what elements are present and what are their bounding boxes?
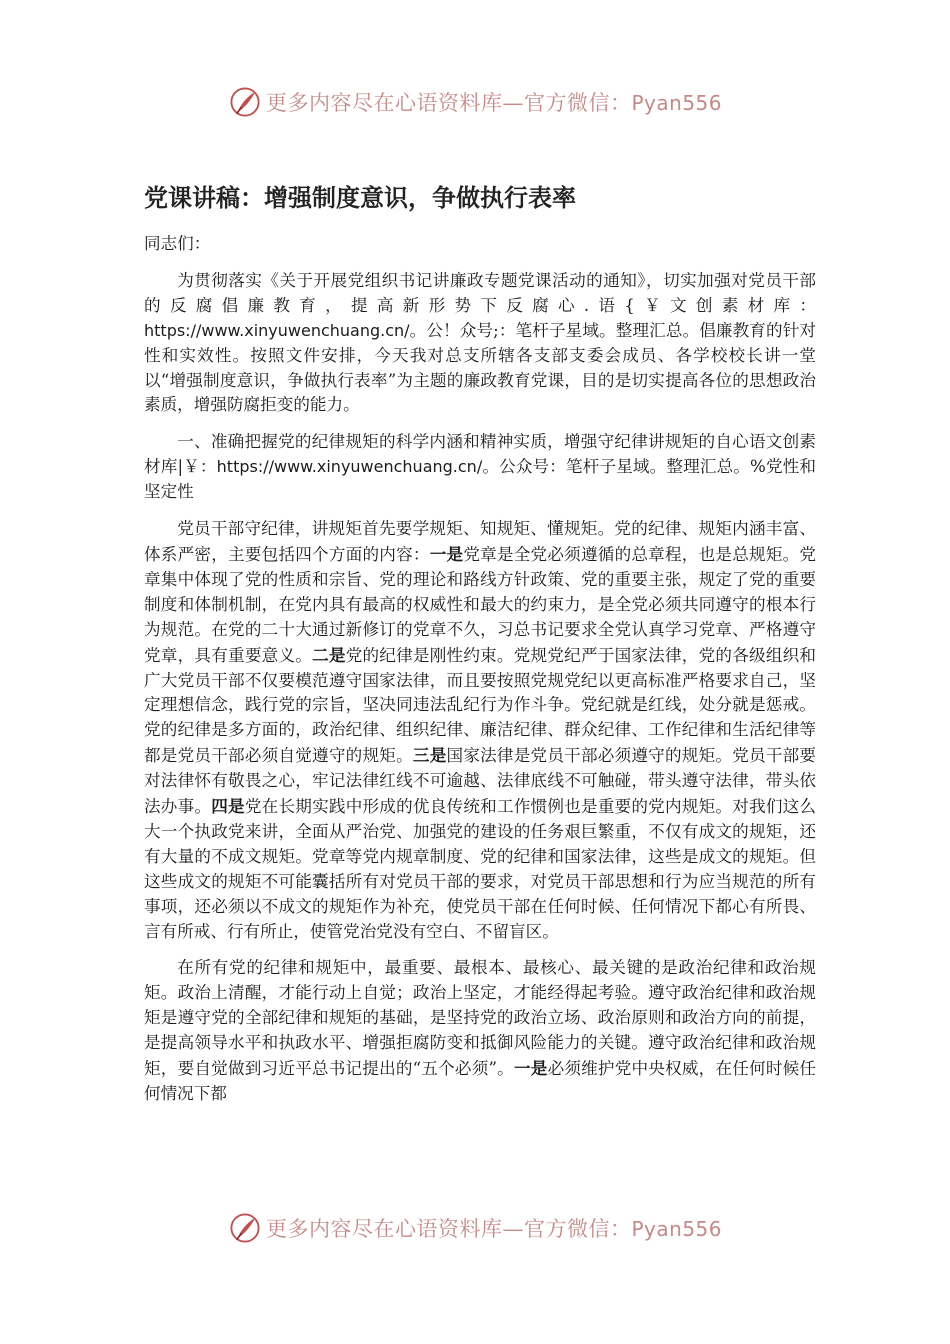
paragraph-intro [144, 269, 816, 418]
banner-wechat-id: Pyan556 [631, 91, 722, 115]
section-heading-1 [144, 430, 816, 505]
paragraph-text: 为贯彻落实《关于开展党组织书记讲廉政专题党课活动的通知》，切实加强对党员干部的反腐倡廉教育，提高新形势下反腐心.语{￥文创素材库： [144, 270, 816, 315]
emphasis-label: 三是 [412, 745, 447, 766]
heading-text: 。公众号：笔杆子星域。整理汇总。%党性和坚定性 [144, 457, 816, 502]
banner-wechat-id: Pyan556 [631, 1217, 722, 1241]
heading-text: 一、准确把握党的纪律规矩的科学内涵和精神实质，增强守纪律讲规矩的自心语文创素材库|￥： [144, 432, 816, 477]
paragraph-rules [144, 517, 816, 944]
document-body [144, 232, 816, 1119]
quill-pen-logo-icon [228, 1211, 262, 1245]
paragraph-text: 党章是全党必须遵循的总章程，也是总规矩。党章集中体现了党的性质和宗旨、党的理论和路线方针政策、党的重要主张，规定了党的重要制度和体制机制，在党内具有最高的权威性和最大的约束力，是全党必须共同遵守的根本行为规范。在党的二十大通过新修订的党章不久，习总书记要求全党认真学习党章、严格遵守党章，具有重要意义。 [144, 544, 817, 665]
banner-text: 更多内容尽在心语资料库—官方微信： [265, 1217, 632, 1241]
paragraph-text: 必须维护党中央权威，在任何时候任何情况下都 [144, 1059, 817, 1103]
document-title: 党课讲稿：增强制度意识，争做执行表率 [144, 184, 576, 212]
paragraph-text: 党的纪律是刚性约束。党规党纪严于国家法律，党的各级组织和广大党员干部不仅要模范遵守国家法律，而且要按照党规党纪以更高标准严格要求自己，坚定理想信念，践行党的宗旨，坚决同违法乱纪行为作斗争。党纪就是红线，处分就是惩戒。党的纪律是多方面的，政治纪律、组织纪律、廉洁纪律、群众纪律、工作纪律和生活纪律等都是党员干部必须自觉遵守的规矩。 [144, 645, 817, 766]
header-banner [0, 82, 950, 122]
quill-pen-logo-icon [228, 85, 262, 119]
watermark-url: https://www.xinyuwenchuang.cn/ [144, 320, 410, 340]
paragraph-text: 党在长期实践中形成的优良传统和工作惯例也是重要的党内规矩。对我们这么大一个执政党来讲，全面从严治党、加强党的建设的任务艰巨繁重，不仅有成文的规矩，还有大量的不成文规矩。党章等党内规章制度、党的纪律和国家法律，这些是成文的规矩。但这些成文的规矩不可能囊括所有对党员干部的要求，对党员干部思想和行为应当规范的所有事项，还必须以不成文的规矩作为补充，使党员干部在任何时候、任何情况下都心有所畏、言有所戒、行有所止，使管党治党没有空白、不留盲区。 [144, 797, 817, 941]
paragraph-text: 国家法律是党员干部必须遵守的规矩。党员干部要对法律怀有敬畏之心，牢记法律红线不可逾越、法律底线不可触碰，带头遵守法律，带头依法办事。 [144, 746, 817, 817]
paragraph-text: 。公！众号;：笔杆子星域。整理汇总。倡廉教育的针对性和实效性。按照文件安排，今天我对总支所辖各支部支委会成员、各学校校长讲一堂以“增强制度意识，争做执行表率”为主题的廉政教育党课，目的是切实提高各位的思想政治素质，增强防腐拒变的能力。 [144, 320, 816, 415]
emphasis-label: 二是 [312, 644, 346, 665]
salutation: 同志们： [144, 234, 211, 253]
emphasis-label: 一是 [429, 543, 464, 564]
paragraph-text: 在所有党的纪律和规矩中，最重要、最根本、最核心、最关键的是政治纪律和政治规矩。政治上清醒，才能行动上自觉；政治上坚定，才能经得起考验。遵守政治纪律和政治规矩是遵守党的全部纪律和规矩的基础，是坚持党的政治立场、政治原则和政治方向的前提，是提高领导水平和执政水平、增强拒腐防变和抵御风险能力的关键。遵守政治纪律和政治规矩，要自觉做到习近平总书记提出的“五个必须”。 [144, 958, 816, 1079]
banner-text: 更多内容尽在心语资料库—官方微信： [265, 91, 632, 115]
emphasis-label: 一是 [513, 1058, 548, 1079]
watermark-url: https://www.xinyuwenchuang.cn/ [216, 457, 483, 477]
footer-banner [0, 1208, 950, 1248]
emphasis-label: 四是 [211, 796, 245, 817]
paragraph-political [144, 956, 816, 1106]
paragraph-text: 党员干部守纪律，讲规矩首先要学规矩、知规矩、懂规矩。党的纪律、规矩内涵丰富、体系严密，主要包括四个方面的内容： [144, 519, 816, 564]
